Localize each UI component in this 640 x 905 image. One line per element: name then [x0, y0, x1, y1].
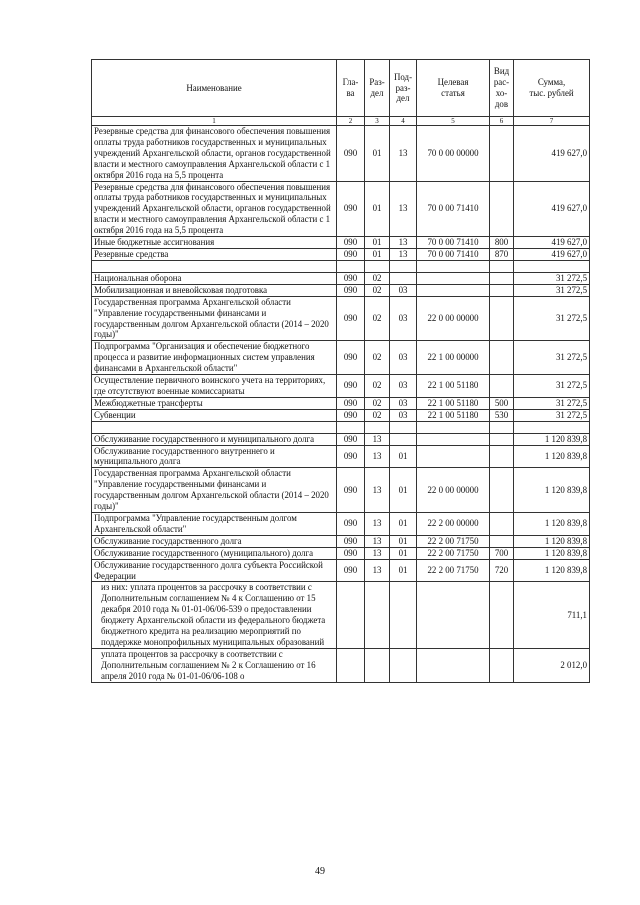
row-section: 13	[365, 433, 390, 445]
row-name: Обслуживание государственного (муниципального) долга	[92, 547, 337, 559]
row-section: 01	[365, 237, 390, 249]
row-target-article: 70 0 00 00000	[417, 126, 490, 182]
row-chapter	[337, 648, 365, 682]
table-row	[92, 468, 590, 513]
row-expense-type	[490, 181, 514, 237]
row-chapter: 090	[337, 237, 365, 249]
row-subsection	[390, 433, 417, 445]
row-name: Обслуживание государственного долга субъекта Российской Федерации	[92, 559, 337, 582]
row-subsection: 03	[390, 284, 417, 296]
row-section: 02	[365, 397, 390, 409]
empty-cell	[337, 260, 365, 272]
row-subsection: 01	[390, 468, 417, 513]
table-row	[92, 375, 590, 398]
row-name: Обслуживание государственного и муниципального долга	[92, 433, 337, 445]
table-row	[92, 284, 590, 296]
row-section: 02	[365, 375, 390, 398]
empty-cell	[390, 421, 417, 433]
row-name: Подпрограмма "Организация и обеспечение бюджетного процесса и развитие информационных систем управления финансами в Архангельской области"	[92, 341, 337, 375]
row-name: Межбюджетные трансферты	[92, 397, 337, 409]
column-number: 5	[417, 117, 490, 126]
row-target-article	[417, 433, 490, 445]
table-row	[92, 341, 590, 375]
row-section: 01	[365, 126, 390, 182]
row-section	[365, 582, 390, 648]
row-name: уплата процентов за рассрочку в соответствии с Дополнительным соглашением № 2 к Соглашению от 16 апреля 2010 года № 01-01-06/06-108 о	[92, 648, 337, 682]
row-expense-type	[490, 126, 514, 182]
row-amount: 711,1	[514, 582, 590, 648]
spacer-row	[92, 260, 590, 272]
empty-cell	[92, 421, 337, 433]
row-subsection: 01	[390, 535, 417, 547]
row-section: 02	[365, 296, 390, 341]
row-name: Резервные средства	[92, 248, 337, 260]
row-subsection: 03	[390, 375, 417, 398]
table-row	[92, 648, 590, 682]
row-name: из них: уплата процентов за рассрочку в соответствии с Дополнительным соглашением № 4 к Соглашению от 15 декабря 2010 года № 01-01-06/06-539 о предоставлении бюджету Архангельской области из федерального бюджета бюджетного кредита на реализацию мероприятий по поддержке монопрофильных муниципальных образований	[92, 582, 337, 648]
row-target-article: 70 0 00 71410	[417, 181, 490, 237]
column-number: 2	[337, 117, 365, 126]
column-number: 6	[490, 117, 514, 126]
row-target-article: 22 2 00 71750	[417, 535, 490, 547]
row-chapter: 090	[337, 126, 365, 182]
row-subsection	[390, 648, 417, 682]
row-subsection: 03	[390, 397, 417, 409]
table-row	[92, 433, 590, 445]
row-amount: 31 272,5	[514, 272, 590, 284]
spacer-row	[92, 421, 590, 433]
row-chapter: 090	[337, 535, 365, 547]
row-target-article: 22 0 00 00000	[417, 296, 490, 341]
header-name: Наименование	[92, 60, 337, 117]
row-chapter: 090	[337, 409, 365, 421]
row-expense-type: 500	[490, 397, 514, 409]
row-subsection: 03	[390, 296, 417, 341]
row-chapter: 090	[337, 181, 365, 237]
row-amount: 1 120 839,8	[514, 535, 590, 547]
row-expense-type: 800	[490, 237, 514, 249]
row-chapter: 090	[337, 375, 365, 398]
table-row	[92, 126, 590, 182]
row-amount: 31 272,5	[514, 341, 590, 375]
empty-cell	[514, 421, 590, 433]
row-amount: 1 120 839,8	[514, 513, 590, 536]
row-chapter: 090	[337, 272, 365, 284]
row-section: 01	[365, 248, 390, 260]
row-name: Резервные средства для финансового обеспечения повышения оплаты труда работников государственных и муниципальных учреждений Архангельской области, органов государственной власти и местного самоуправления Архангельской области с 1 октября 2016 года на 5,5 процента	[92, 181, 337, 237]
row-target-article	[417, 284, 490, 296]
row-expense-type	[490, 433, 514, 445]
table-row	[92, 272, 590, 284]
table-row	[92, 237, 590, 249]
row-expense-type	[490, 648, 514, 682]
row-subsection: 01	[390, 559, 417, 582]
row-name: Обслуживание государственного долга	[92, 535, 337, 547]
table-row	[92, 559, 590, 582]
row-subsection: 01	[390, 445, 417, 468]
row-target-article: 22 2 00 71750	[417, 559, 490, 582]
row-chapter: 090	[337, 468, 365, 513]
column-number: 1	[92, 117, 337, 126]
empty-cell	[365, 260, 390, 272]
row-expense-type	[490, 582, 514, 648]
row-amount: 1 120 839,8	[514, 445, 590, 468]
table-body	[92, 126, 590, 683]
row-amount: 419 627,0	[514, 237, 590, 249]
row-chapter: 090	[337, 559, 365, 582]
row-expense-type	[490, 375, 514, 398]
row-expense-type	[490, 296, 514, 341]
header-amount: Сумма, тыс. рублей	[514, 60, 590, 117]
row-subsection: 13	[390, 248, 417, 260]
row-expense-type	[490, 535, 514, 547]
row-section: 13	[365, 513, 390, 536]
row-amount: 419 627,0	[514, 181, 590, 237]
row-target-article: 22 1 00 00000	[417, 341, 490, 375]
row-section: 02	[365, 341, 390, 375]
row-name: Подпрограмма "Управление государственным долгом Архангельской области"	[92, 513, 337, 536]
row-chapter: 090	[337, 513, 365, 536]
row-section: 02	[365, 284, 390, 296]
row-name: Обслуживание государственного внутреннего и муниципального долга	[92, 445, 337, 468]
column-number: 4	[390, 117, 417, 126]
row-expense-type: 720	[490, 559, 514, 582]
row-subsection: 03	[390, 409, 417, 421]
row-subsection: 01	[390, 547, 417, 559]
page-number: 49	[315, 866, 325, 877]
row-section: 13	[365, 468, 390, 513]
row-chapter: 090	[337, 284, 365, 296]
column-number-row	[92, 117, 590, 126]
row-expense-type	[490, 445, 514, 468]
row-section: 02	[365, 272, 390, 284]
row-amount: 1 120 839,8	[514, 559, 590, 582]
empty-cell	[390, 260, 417, 272]
row-amount: 31 272,5	[514, 409, 590, 421]
budget-table	[91, 59, 590, 683]
header-chapter: Гла- ва	[337, 60, 365, 117]
row-subsection: 01	[390, 513, 417, 536]
row-target-article: 22 1 00 51180	[417, 375, 490, 398]
column-number: 7	[514, 117, 590, 126]
row-amount: 31 272,5	[514, 296, 590, 341]
row-amount: 2 012,0	[514, 648, 590, 682]
header-expense-type: Вид рас- хо- дов	[490, 60, 514, 117]
row-name: Государственная программа Архангельской области "Управление государственными финансами и государственным долгом Архангельской области (2014 – 2020 годы)"	[92, 296, 337, 341]
row-chapter: 090	[337, 341, 365, 375]
header-subsection: Под- раз- дел	[390, 60, 417, 117]
empty-cell	[365, 421, 390, 433]
row-subsection	[390, 582, 417, 648]
table-row	[92, 582, 590, 648]
empty-cell	[92, 260, 337, 272]
row-expense-type	[490, 284, 514, 296]
row-target-article: 22 1 00 51180	[417, 409, 490, 421]
column-number: 3	[365, 117, 390, 126]
empty-cell	[417, 421, 490, 433]
row-target-article: 22 0 00 00000	[417, 468, 490, 513]
row-section: 13	[365, 445, 390, 468]
row-section: 13	[365, 547, 390, 559]
row-chapter: 090	[337, 433, 365, 445]
table-row	[92, 296, 590, 341]
empty-cell	[490, 421, 514, 433]
row-amount: 419 627,0	[514, 126, 590, 182]
row-expense-type	[490, 513, 514, 536]
row-target-article	[417, 272, 490, 284]
row-chapter: 090	[337, 547, 365, 559]
row-amount: 1 120 839,8	[514, 468, 590, 513]
row-name: Субвенции	[92, 409, 337, 421]
row-amount: 31 272,5	[514, 397, 590, 409]
header-target-article: Целевая статья	[417, 60, 490, 117]
row-subsection: 13	[390, 126, 417, 182]
header-row	[92, 60, 590, 117]
row-name: Осуществление первичного воинского учета на территориях, где отсутствуют военные комиссариаты	[92, 375, 337, 398]
row-section	[365, 648, 390, 682]
row-name: Мобилизационная и вневойсковая подготовка	[92, 284, 337, 296]
table-row	[92, 248, 590, 260]
row-section: 02	[365, 409, 390, 421]
row-target-article: 22 2 00 71750	[417, 547, 490, 559]
row-section: 13	[365, 559, 390, 582]
empty-cell	[337, 421, 365, 433]
row-target-article: 22 1 00 51180	[417, 397, 490, 409]
row-amount: 31 272,5	[514, 284, 590, 296]
table-row	[92, 409, 590, 421]
row-name: Резервные средства для финансового обеспечения повышения оплаты труда работников государственных и муниципальных учреждений Архангельской области, органов государственной власти и местного самоуправления Архангельской области с 1 октября 2016 года на 5,5 процента	[92, 126, 337, 182]
row-chapter: 090	[337, 248, 365, 260]
row-amount: 419 627,0	[514, 248, 590, 260]
row-subsection	[390, 272, 417, 284]
row-subsection: 13	[390, 181, 417, 237]
row-section: 13	[365, 535, 390, 547]
row-amount: 31 272,5	[514, 375, 590, 398]
row-amount: 1 120 839,8	[514, 433, 590, 445]
row-name: Национальная оборона	[92, 272, 337, 284]
row-target-article: 22 2 00 00000	[417, 513, 490, 536]
row-subsection: 03	[390, 341, 417, 375]
row-subsection: 13	[390, 237, 417, 249]
row-name: Иные бюджетные ассигнования	[92, 237, 337, 249]
row-target-article: 70 0 00 71410	[417, 237, 490, 249]
row-amount: 1 120 839,8	[514, 547, 590, 559]
table-row	[92, 547, 590, 559]
row-target-article	[417, 648, 490, 682]
table-row	[92, 445, 590, 468]
row-expense-type: 700	[490, 547, 514, 559]
table-row	[92, 397, 590, 409]
row-name: Государственная программа Архангельской области "Управление государственными финансами и государственным долгом Архангельской области (2014 – 2020 годы)"	[92, 468, 337, 513]
row-chapter: 090	[337, 397, 365, 409]
row-chapter	[337, 582, 365, 648]
table-row	[92, 181, 590, 237]
row-target-article	[417, 445, 490, 468]
row-target-article	[417, 582, 490, 648]
row-section: 01	[365, 181, 390, 237]
row-target-article: 70 0 00 71410	[417, 248, 490, 260]
empty-cell	[490, 260, 514, 272]
row-expense-type	[490, 272, 514, 284]
empty-cell	[514, 260, 590, 272]
table-row	[92, 513, 590, 536]
row-chapter: 090	[337, 296, 365, 341]
row-chapter: 090	[337, 445, 365, 468]
empty-cell	[417, 260, 490, 272]
row-expense-type	[490, 468, 514, 513]
header-section: Раз- дел	[365, 60, 390, 117]
row-expense-type: 530	[490, 409, 514, 421]
table-row	[92, 535, 590, 547]
row-expense-type	[490, 341, 514, 375]
row-expense-type: 870	[490, 248, 514, 260]
